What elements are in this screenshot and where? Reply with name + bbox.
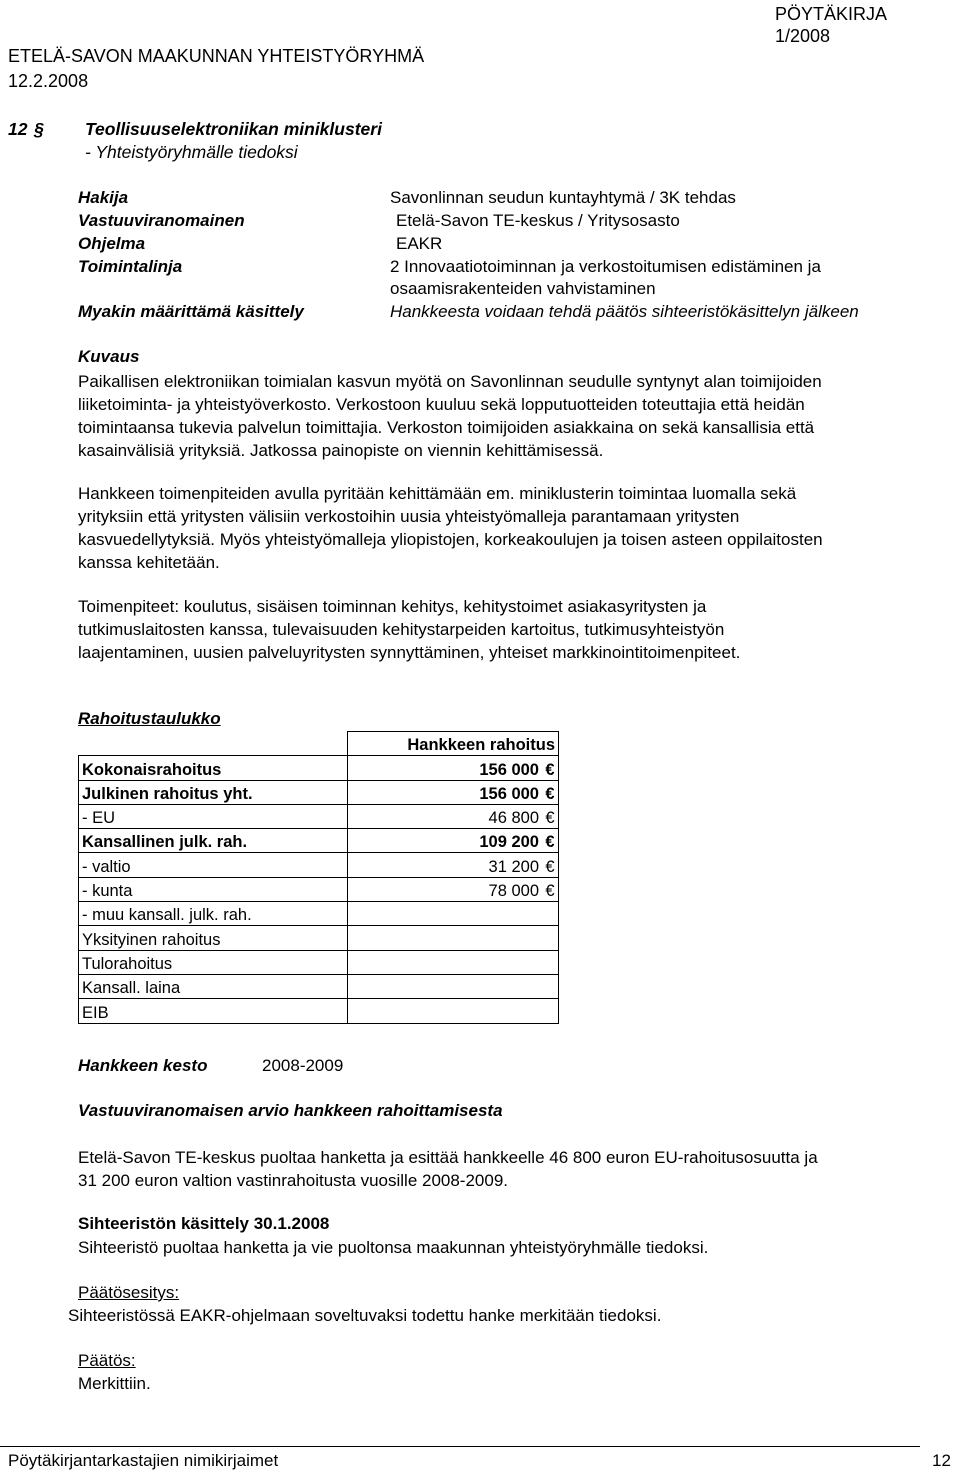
euro-icon: € [545, 833, 555, 852]
assessment-text: Etelä-Savon TE-keskus puoltaa hanketta ja esittää hankkeelle 46 800 euron EU-rahoitusosuutta ja 31 200 euron valtion vastinrahoitusta vuosille 2008-2009. [78, 1148, 818, 1190]
funding-row-amount [348, 780, 559, 804]
section-symbol: § [34, 119, 44, 139]
myakin-label: Myakin määrittämä käsittely [78, 302, 304, 321]
section-subtitle: - Yhteistyöryhmälle tiedoksi [85, 142, 298, 162]
funding-amount-value: 78 000 [488, 882, 539, 901]
funding-row-label: Kansall. laina [79, 974, 348, 998]
funding-row-amount [348, 999, 559, 1023]
applicant-value: Savonlinnan seudun kuntayhtymä / 3K tehdas [390, 188, 736, 207]
funding-row [79, 926, 559, 950]
funding-row-label: Tulorahoitus [79, 950, 348, 974]
section-number: 12 [8, 119, 28, 139]
page-number: 12 [932, 1451, 951, 1470]
funding-row-label: - muu kansall. julk. rah. [79, 902, 348, 926]
funding-amount-value: 156 000 [479, 784, 539, 803]
funding-row-label: - kunta [79, 877, 348, 901]
euro-icon: € [545, 784, 555, 803]
authority-value: Etelä-Savon TE-keskus / Yritysosasto [396, 211, 680, 230]
myakin-value: Hankkeesta voidaan tehdä päätös sihteeristökäsittelyn jälkeen [390, 302, 859, 321]
funding-row [79, 853, 559, 877]
footer-initials-label: Pöytäkirjantarkastajien nimikirjaimet [8, 1451, 279, 1470]
description-heading: Kuvaus [78, 347, 140, 366]
funding-row-amount [348, 804, 559, 828]
funding-amount-value: 31 200 [488, 857, 539, 876]
funding-row-amount [348, 853, 559, 877]
description-paragraph-3: Toimenpiteet: koulutus, sisäisen toiminnan kehitys, kehitystoimet asiakasyritysten ja tutkimuslaitosten kanssa, tulevaisuuden kehitystarpeiden kartoitus, tutkimusyhteistyön laajentaminen, uusien palveluyritysten synnyttäminen, yhteiset markkinointitoimenpiteet. [78, 597, 741, 662]
funding-heading: Rahoitustaulukko [78, 709, 221, 728]
decision-heading: Päätös: [78, 1351, 136, 1370]
funding-row-label: - valtio [79, 853, 348, 877]
funding-row [79, 974, 559, 998]
description-paragraph-1: Paikallisen elektroniikan toimialan kasvun myötä on Savonlinnan seudulle syntynyt alan toimijoiden liiketoiminta- ja yhteistyöverkosto. Verkostoon kuuluu sekä lopputuotteiden toteuttajia että heidän toimintaansa tukevia palvelun toimittajia. Verkoston toimijoiden asiakkaina on sekä kansallisia että kasainvälisiä yrityksiä. Jatkossa painopiste on viennin kehittämisessä. [78, 372, 822, 460]
line-value-2: osaamisrakenteiden vahvistaminen [390, 279, 656, 298]
euro-icon: € [545, 857, 555, 876]
duration-value: 2008-2009 [262, 1056, 344, 1075]
funding-row-label: Julkinen rahoitus yht. [79, 780, 348, 804]
secretariat-heading: Sihteeristön käsittely 30.1.2008 [78, 1214, 330, 1233]
funding-row-label: Kansallinen julk. rah. [79, 829, 348, 853]
authority-label: Vastuuviranomainen [78, 211, 245, 230]
applicant-label: Hakija [78, 188, 129, 207]
doc-type: PÖYTÄKIRJA [775, 4, 888, 24]
proposal-heading: Päätösesitys: [78, 1283, 180, 1302]
funding-row [79, 999, 559, 1023]
line-label: Toimintalinja [78, 257, 183, 276]
program-label: Ohjelma [78, 234, 146, 253]
funding-row [79, 780, 559, 804]
funding-table [78, 731, 559, 1024]
funding-row [79, 902, 559, 926]
funding-row-amount [348, 756, 559, 780]
funding-amount-value: 156 000 [479, 760, 539, 779]
funding-row-amount [348, 902, 559, 926]
funding-row [79, 804, 559, 828]
funding-row [79, 829, 559, 853]
funding-row-amount [348, 926, 559, 950]
funding-row-amount [348, 877, 559, 901]
euro-icon: € [545, 882, 555, 901]
funding-table-header-row [79, 732, 559, 756]
funding-amount-value: 46 800 [488, 809, 539, 828]
funding-row-label: Yksityinen rahoitus [79, 926, 348, 950]
proposal-text: Sihteeristössä EAKR-ohjelmaan soveltuvaksi todettu hanke merkitään tiedoksi. [68, 1306, 662, 1325]
decision-text: Merkittiin. [78, 1374, 151, 1393]
euro-icon: € [545, 809, 555, 828]
euro-icon: € [545, 760, 555, 779]
funding-row-amount [348, 829, 559, 853]
assessment-heading: Vastuuviranomaisen arvio hankkeen rahoittamisesta [78, 1101, 503, 1120]
duration-label: Hankkeen kesto [78, 1056, 208, 1075]
organization-name: ETELÄ-SAVON MAAKUNNAN YHTEISTYÖRYHMÄ [8, 46, 425, 66]
funding-row-amount [348, 974, 559, 998]
funding-row-label: EIB [79, 999, 348, 1023]
funding-row [79, 756, 559, 780]
section-title: Teollisuuselektroniikan miniklusteri [85, 119, 382, 139]
meeting-date: 12.2.2008 [8, 71, 89, 91]
funding-row [79, 950, 559, 974]
footer-divider [0, 1446, 920, 1447]
funding-column-header: Hankkeen rahoitus [348, 732, 559, 756]
funding-amount-value: 109 200 [479, 833, 539, 852]
line-value-1: 2 Innovaatiotoiminnan ja verkostoitumisen edistäminen ja [390, 257, 821, 276]
secretariat-text: Sihteeristö puoltaa hanketta ja vie puoltonsa maakunnan yhteistyöryhmälle tiedoksi. [78, 1238, 709, 1257]
doc-number: 1/2008 [775, 26, 831, 46]
funding-row-label: - EU [79, 804, 348, 828]
funding-row-amount [348, 950, 559, 974]
description-paragraph-2: Hankkeen toimenpiteiden avulla pyritään kehittämään em. miniklusterin toimintaa luomalla sekä yrityksiin että yritysten välisiin verkostoihin uusia yhteistyömalleja parantamaan yritysten kasvuedellytyksiä. Myös yhteistyömalleja yliopistojen, korkeakoulujen ja toisen asteen oppilaitosten kanssa kehitetään. [78, 484, 823, 572]
program-value: EAKR [396, 234, 443, 253]
funding-row-label: Kokonaisrahoitus [79, 756, 348, 780]
funding-row [79, 877, 559, 901]
